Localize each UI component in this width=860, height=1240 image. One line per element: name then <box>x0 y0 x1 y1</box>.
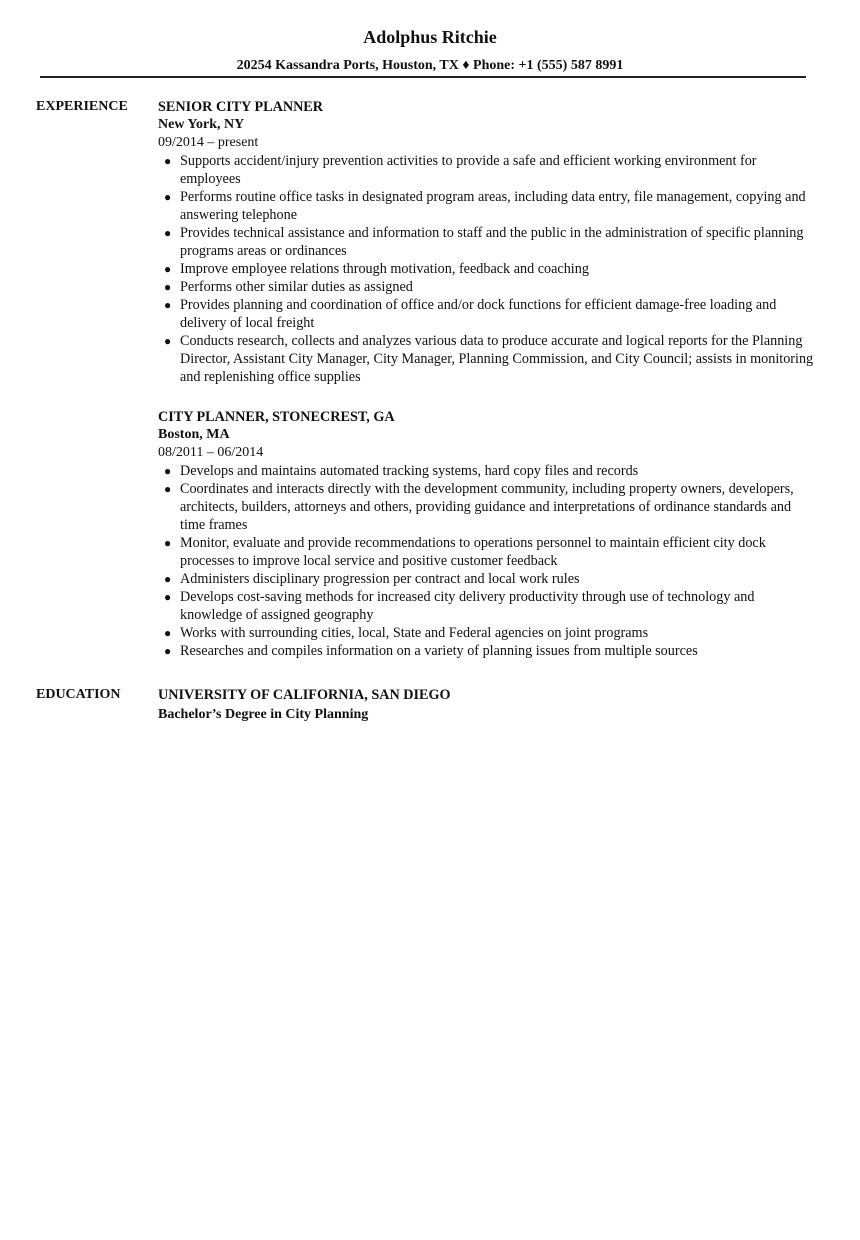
bullet-text: Performs other similar duties as assigned <box>180 279 413 295</box>
bullet-text: Works with surrounding cities, local, State and Federal agencies on joint programs <box>180 625 649 641</box>
bullet-item <box>158 480 818 534</box>
bullet-item <box>158 462 818 480</box>
bullet-icon: ● <box>164 482 172 496</box>
section-label-experience: EXPERIENCE <box>36 99 128 114</box>
contact-line: 20254 Kassandra Ports, Houston, TX ♦ Phone: +1 (555) 587 8991 <box>236 58 624 73</box>
job-dates: 08/2011 – 06/2014 <box>158 445 264 460</box>
job-location: New York, NY <box>158 117 245 132</box>
bullet-icon: ● <box>164 190 172 204</box>
bullet-item <box>158 588 818 624</box>
bullet-icon: ● <box>164 644 172 658</box>
bullet-text: Conducts research, collects and analyzes various data to produce accurate and logical reports for the Planning Director, Assistant City Manager, City Manager, Planning Commission, and City Council; assists in monitoring and replenishing office supplies <box>180 333 814 385</box>
bullet-text: Provides planning and coordination of office and/or dock functions for efficient damage-free loading and delivery of local freight <box>180 297 777 331</box>
bullet-item <box>158 534 818 570</box>
bullet-item <box>158 278 818 296</box>
section-label-education: EDUCATION <box>36 687 121 702</box>
bullet-text: Improve employee relations through motivation, feedback and coaching <box>180 261 589 277</box>
bullet-icon: ● <box>164 154 172 168</box>
job-location: Boston, MA <box>158 427 230 442</box>
bullet-icon: ● <box>164 464 172 478</box>
header-divider <box>40 76 806 78</box>
degree-name: Bachelor’s Degree in City Planning <box>158 707 369 722</box>
bullet-text: Provides technical assistance and information to staff and the public in the administration of specific planning programs areas or ordinances <box>180 225 804 259</box>
bullet-icon: ● <box>164 590 172 604</box>
job-title: SENIOR CITY PLANNER <box>158 99 324 115</box>
bullet-item <box>158 332 818 386</box>
job-bullets <box>158 462 818 660</box>
bullet-text: Supports accident/injury prevention activities to provide a safe and efficient working environment for employees <box>180 153 757 187</box>
bullet-text: Performs routine office tasks in designated program areas, including data entry, file management, copying and answering telephone <box>180 189 806 223</box>
bullet-icon: ● <box>164 298 172 312</box>
bullet-icon: ● <box>164 626 172 640</box>
job-title: CITY PLANNER, STONECREST, GA <box>158 409 395 425</box>
candidate-name: Adolphus Ritchie <box>363 27 497 47</box>
bullet-icon: ● <box>164 262 172 276</box>
bullet-text: Develops and maintains automated tracking systems, hard copy files and records <box>180 463 639 479</box>
experience-content <box>158 98 818 682</box>
bullet-icon: ● <box>164 334 172 348</box>
bullet-text: Coordinates and interacts directly with the development community, including property owners, developers, architects, builders, attorneys and others, providing guidance and interpretations of ordinance standards and time frames <box>180 481 794 533</box>
bullet-text: Researches and compiles information on a variety of planning issues from multiple sources <box>180 643 698 659</box>
bullet-item <box>158 260 818 278</box>
bullet-icon: ● <box>164 572 172 586</box>
bullet-icon: ● <box>164 280 172 294</box>
bullet-text: Administers disciplinary progression per contract and local work rules <box>180 571 580 587</box>
bullet-text: Develops cost-saving methods for increased city delivery productivity through use of technology and knowledge of assigned geography <box>180 589 755 623</box>
bullet-item <box>158 152 818 188</box>
bullet-icon: ● <box>164 536 172 550</box>
bullet-item <box>158 642 818 660</box>
job-entry <box>158 98 818 386</box>
bullet-icon: ● <box>164 226 172 240</box>
bullet-item <box>158 570 818 588</box>
resume-header <box>0 0 860 75</box>
school-name: UNIVERSITY OF CALIFORNIA, SAN DIEGO <box>158 687 451 703</box>
bullet-item <box>158 624 818 642</box>
education-content <box>158 686 818 724</box>
bullet-item <box>158 188 818 224</box>
bullet-text: Monitor, evaluate and provide recommendations to operations personnel to maintain efficient city dock processes to improve local service and positive customer feedback <box>180 535 766 569</box>
job-dates: 09/2014 – present <box>158 135 259 150</box>
bullet-item <box>158 296 818 332</box>
job-bullets <box>158 152 818 386</box>
job-entry <box>158 408 818 660</box>
bullet-item <box>158 224 818 260</box>
